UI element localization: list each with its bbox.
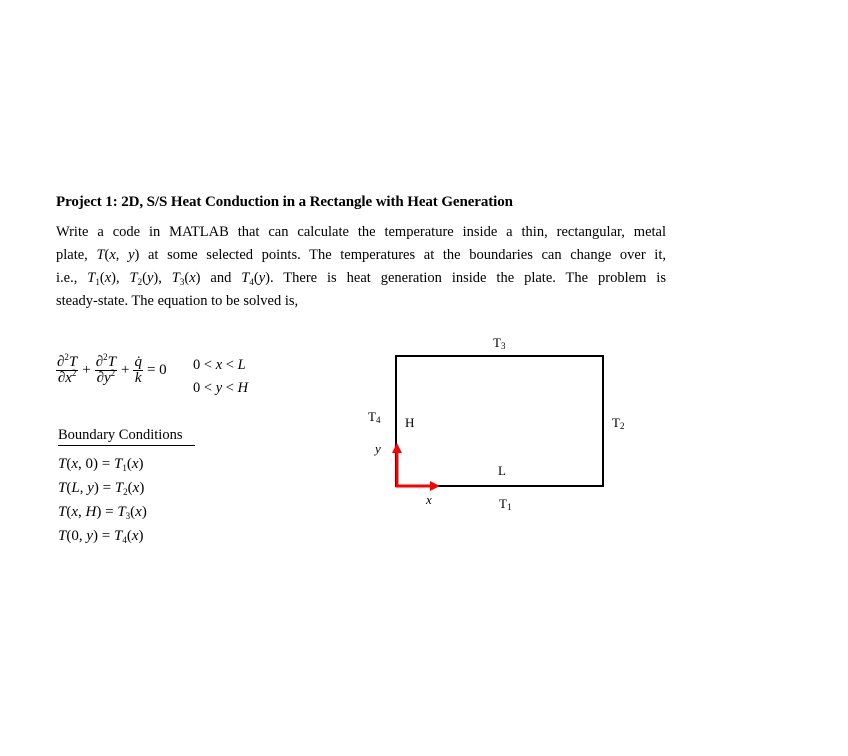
coordinate-axes-icon	[390, 440, 450, 492]
description-line-1: Write a code in MATLAB that can calculate the temperature inside a thin, rectangular, metal	[56, 224, 666, 240]
plus-operator: +	[82, 362, 91, 378]
domain-x: 0 < x < L	[193, 357, 246, 373]
boundary-condition-4: T(0, $y) = T_4(x)$	[58, 528, 144, 545]
y-axis-arrow-icon	[392, 443, 402, 453]
text-fragment: plate,	[56, 247, 97, 263]
d2t-dy2-term: $\frac{\partial^2T}{\partial y^2}$	[95, 352, 116, 386]
label-x-axis: x	[426, 492, 432, 507]
boundary-condition-2: T(L, $y) = T_2(x)$	[58, 480, 145, 497]
label-t3: $T_3$	[493, 335, 506, 351]
temperature-function: T	[96, 247, 105, 263]
text-fragment: at some selected points. The temperatures at the boundaries can change over it,	[139, 247, 666, 263]
label-length: L	[498, 463, 506, 478]
text-fragment: . There is heat generation inside the plate. The problem is	[269, 270, 666, 286]
description-line-3: i.e., $T_1(x)$, $T_2(y)$, $T_3(x)$ and $T_4(y)$. There is heat generation inside the plate. The problem is	[56, 270, 666, 287]
description-line-4: steady-state. The equation to be solved is,	[56, 293, 299, 309]
heat-generation-term: $\frac{q̇}{k}$	[134, 354, 142, 386]
problem-description	[56, 221, 666, 313]
boundary-conditions-heading: Boundary Conditions	[58, 427, 195, 446]
d2t-dx2-term: $\frac{\partial^2T}{\partial x^2}$	[57, 352, 78, 386]
boundary-condition-3: T(x, $H) = T_3(x)$	[58, 504, 147, 521]
project-title: Project 1: 2D, S/S Heat Conduction in a Rectangle with Heat Generation	[56, 194, 513, 210]
governing-equation	[56, 352, 169, 386]
plus-operator: +	[121, 362, 130, 378]
text-fragment: i.e.,	[56, 270, 88, 286]
boundary-condition-1: T(x, $0) = T_1(x)$	[58, 456, 144, 473]
equals-zero: = 0	[146, 362, 167, 378]
x-axis-arrow-icon	[430, 481, 440, 491]
label-t4: $T_4$	[368, 409, 381, 425]
label-y-axis: y	[375, 441, 381, 456]
label-height: H	[405, 415, 415, 430]
domain-y: 0 < y < H	[193, 380, 249, 396]
label-t1: $T_1$	[499, 496, 512, 512]
label-t2: $T_2$	[612, 415, 625, 431]
description-line-2: plate, T(x, y) at some selected points. The temperatures at the boundaries can change over it,	[56, 247, 666, 263]
